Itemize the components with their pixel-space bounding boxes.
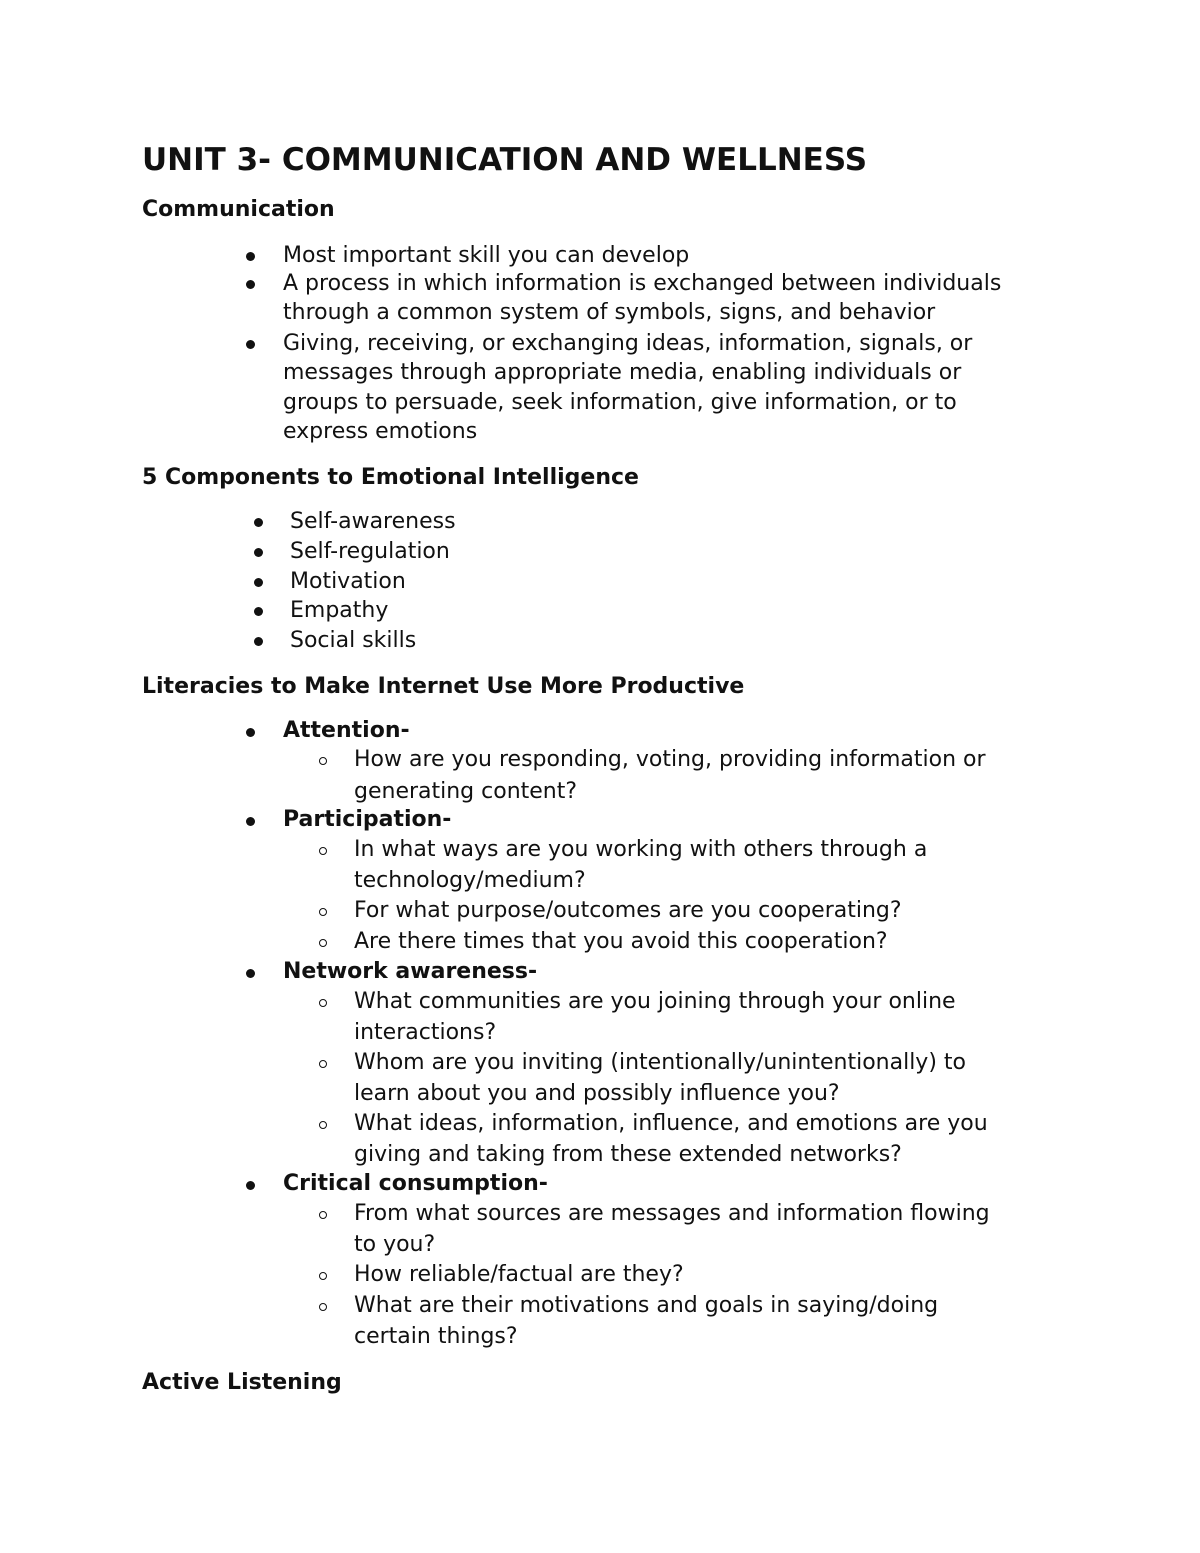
sub-list-item-continuation: generating content?	[354, 779, 578, 804]
bullet-icon	[246, 969, 255, 978]
list-item: Empathy	[290, 598, 389, 623]
sub-list-item-continuation: interactions?	[354, 1020, 497, 1045]
sub-bullet-icon	[319, 757, 327, 765]
list-item: Social skills	[290, 628, 417, 653]
page-title: UNIT 3- COMMUNICATION AND WELLNESS	[142, 142, 868, 178]
sub-list-item: How reliable/factual are they?	[354, 1262, 684, 1287]
list-item-continuation: through a common system of symbols, signs, and behavior	[283, 300, 936, 325]
sub-bullet-icon	[319, 1272, 327, 1280]
sub-list-item-continuation: learn about you and possibly influence you?	[354, 1081, 840, 1106]
section-heading-active-listening: Active Listening	[142, 1370, 342, 1395]
sub-bullet-icon	[319, 999, 327, 1007]
bullet-icon	[254, 548, 263, 557]
bullet-icon	[254, 518, 263, 527]
sub-list-item-continuation: certain things?	[354, 1324, 518, 1349]
bullet-icon	[246, 252, 255, 261]
sub-list-item: In what ways are you working with others through a	[354, 837, 928, 862]
list-item: Self-regulation	[290, 539, 450, 564]
list-item-label: Participation-	[283, 807, 452, 832]
bullet-icon	[246, 280, 255, 289]
list-item-continuation: groups to persuade, seek information, give information, or to	[283, 390, 957, 415]
list-item-label: Critical consumption-	[283, 1171, 548, 1196]
sub-bullet-icon	[319, 1303, 327, 1311]
list-item: Giving, receiving, or exchanging ideas, information, signals, or	[283, 331, 973, 356]
sub-bullet-icon	[319, 939, 327, 947]
sub-bullet-icon	[319, 908, 327, 916]
sub-bullet-icon	[319, 1060, 327, 1068]
sub-bullet-icon	[319, 847, 327, 855]
bullet-icon	[254, 578, 263, 587]
sub-list-item: How are you responding, voting, providing information or	[354, 747, 986, 772]
list-item: Most important skill you can develop	[283, 243, 690, 268]
sub-list-item: What communities are you joining through your online	[354, 989, 956, 1014]
bullet-icon	[254, 607, 263, 616]
list-item: Self-awareness	[290, 509, 456, 534]
section-heading-communication: Communication	[142, 197, 335, 222]
list-item-label: Attention-	[283, 718, 410, 743]
list-item: Motivation	[290, 569, 406, 594]
bullet-icon	[246, 340, 255, 349]
bullet-icon	[246, 728, 255, 737]
sub-list-item: What are their motivations and goals in saying/doing	[354, 1293, 939, 1318]
sub-list-item: Whom are you inviting (intentionally/unintentionally) to	[354, 1050, 966, 1075]
sub-list-item-continuation: technology/medium?	[354, 868, 586, 893]
section-heading-emotional-intelligence: 5 Components to Emotional Intelligence	[142, 465, 639, 490]
sub-list-item-continuation: to you?	[354, 1232, 436, 1257]
sub-list-item: From what sources are messages and information flowing	[354, 1201, 990, 1226]
list-item: A process in which information is exchanged between individuals	[283, 271, 1002, 296]
sub-list-item: Are there times that you avoid this cooperation?	[354, 929, 888, 954]
sub-list-item-continuation: giving and taking from these extended networks?	[354, 1142, 902, 1167]
bullet-icon	[246, 1181, 255, 1190]
bullet-icon	[246, 817, 255, 826]
section-heading-literacies: Literacies to Make Internet Use More Productive	[142, 674, 745, 699]
sub-list-item: What ideas, information, influence, and emotions are you	[354, 1111, 988, 1136]
list-item-continuation: express emotions	[283, 419, 478, 444]
bullet-icon	[254, 637, 263, 646]
sub-bullet-icon	[319, 1121, 327, 1129]
list-item-label: Network awareness-	[283, 959, 538, 984]
sub-list-item: For what purpose/outcomes are you cooperating?	[354, 898, 902, 923]
sub-bullet-icon	[319, 1211, 327, 1219]
list-item-continuation: messages through appropriate media, enabling individuals or	[283, 360, 962, 385]
